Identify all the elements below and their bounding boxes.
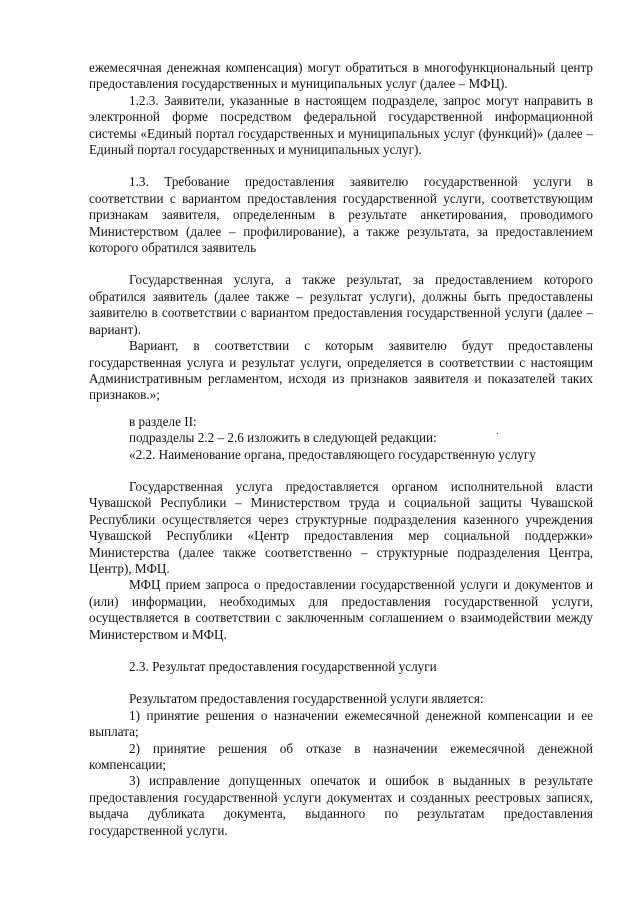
list-item-2: 2) принятие решения об отказе в назначении ежемесячной денежной компенсации;: [89, 740, 593, 773]
paragraph-mfc: МФЦ прием запроса о предоставлении государственной услуги и документов и (или) информации, необходимых для предоставления государственной услуги, осуществляется в соответствии с заключенным соглашением о взаимодействии между Министерством и МФЦ.: [89, 577, 593, 642]
paragraph-section-ii: в разделе II:: [129, 413, 197, 429]
paragraph-service-provider: Государственная услуга предоставляется органом исполнительной власти Чувашской Республики – Министерством труда и социальной защиты Чувашской Республики осуществляется через структурные подразделения казенного учреждения Чувашской Республики «Центр предоставления мер социальной поддержки» Министерства (далее также соответственно – структурные подразделения Центра, Центр), МФЦ.: [89, 478, 593, 576]
scan-speck: [497, 433, 498, 434]
section-heading-2-2: «2.2. Наименование органа, предоставляющего государственную услугу: [129, 446, 536, 462]
list-item-1: 1) принятие решения о назначении ежемесячной денежной компенсации и ее выплата;: [89, 707, 593, 740]
section-heading-2-3: 2.3. Результат предоставления государственной услуги: [129, 659, 437, 674]
list-item-3: 3) исправление допущенных опечаток и ошибок в выданных в результате предоставления государственной услуги документах и созданных реестровых записях, выдача дубликата документа, выданного по результатам предоставления государственной услуги.: [89, 773, 593, 838]
document-page: [89, 60, 593, 839]
paragraph-service-result: Государственная услуга, а также результат, за предоставлением которого обратился заявитель (далее также – результат услуги), должны быть предоставлены заявителю в соответствии с вариантом предоставления государственной услуги (далее – вариант).: [89, 272, 593, 337]
paragraph-result-intro: Результатом предоставления государственной услуги является:: [129, 691, 484, 707]
paragraph-1-2-3: 1.2.3. Заявители, указанные в настоящем подразделе, запрос могут направить в электронной форме посредством федеральной государственной информационной системы «Единый портал государственных и муниципальных услуг (функций)» (далее – Единый портал государственных и муниципальных услуг).: [89, 92, 593, 158]
paragraph-intro: ежемесячная денежная компенсация) могут обратиться в многофункциональный центр предоставления государственных и муниципальных услуг (далее – МФЦ).: [89, 60, 593, 92]
paragraph-subsections: подразделы 2.2 – 2.6 изложить в следующей редакции:: [129, 430, 437, 446]
paragraph-variant: Вариант, в соответствии с которым заявителю будут предоставлены государственная услуга и результат услуги, определяется в соответствии с настоящим Административным регламентом, исходя из признаков заявителя и показателей таких признаков.»;: [89, 338, 593, 403]
section-heading-1-3: 1.3. Требование предоставления заявителю государственной услуги в соответствии с вариантом предоставления государственной услуги, соответствующим признакам заявителя, определенным в результате анкетирования, проводимого Министерством (далее – профилирование), а также результата, за предоставлением которого обратился заявитель: [89, 174, 593, 256]
